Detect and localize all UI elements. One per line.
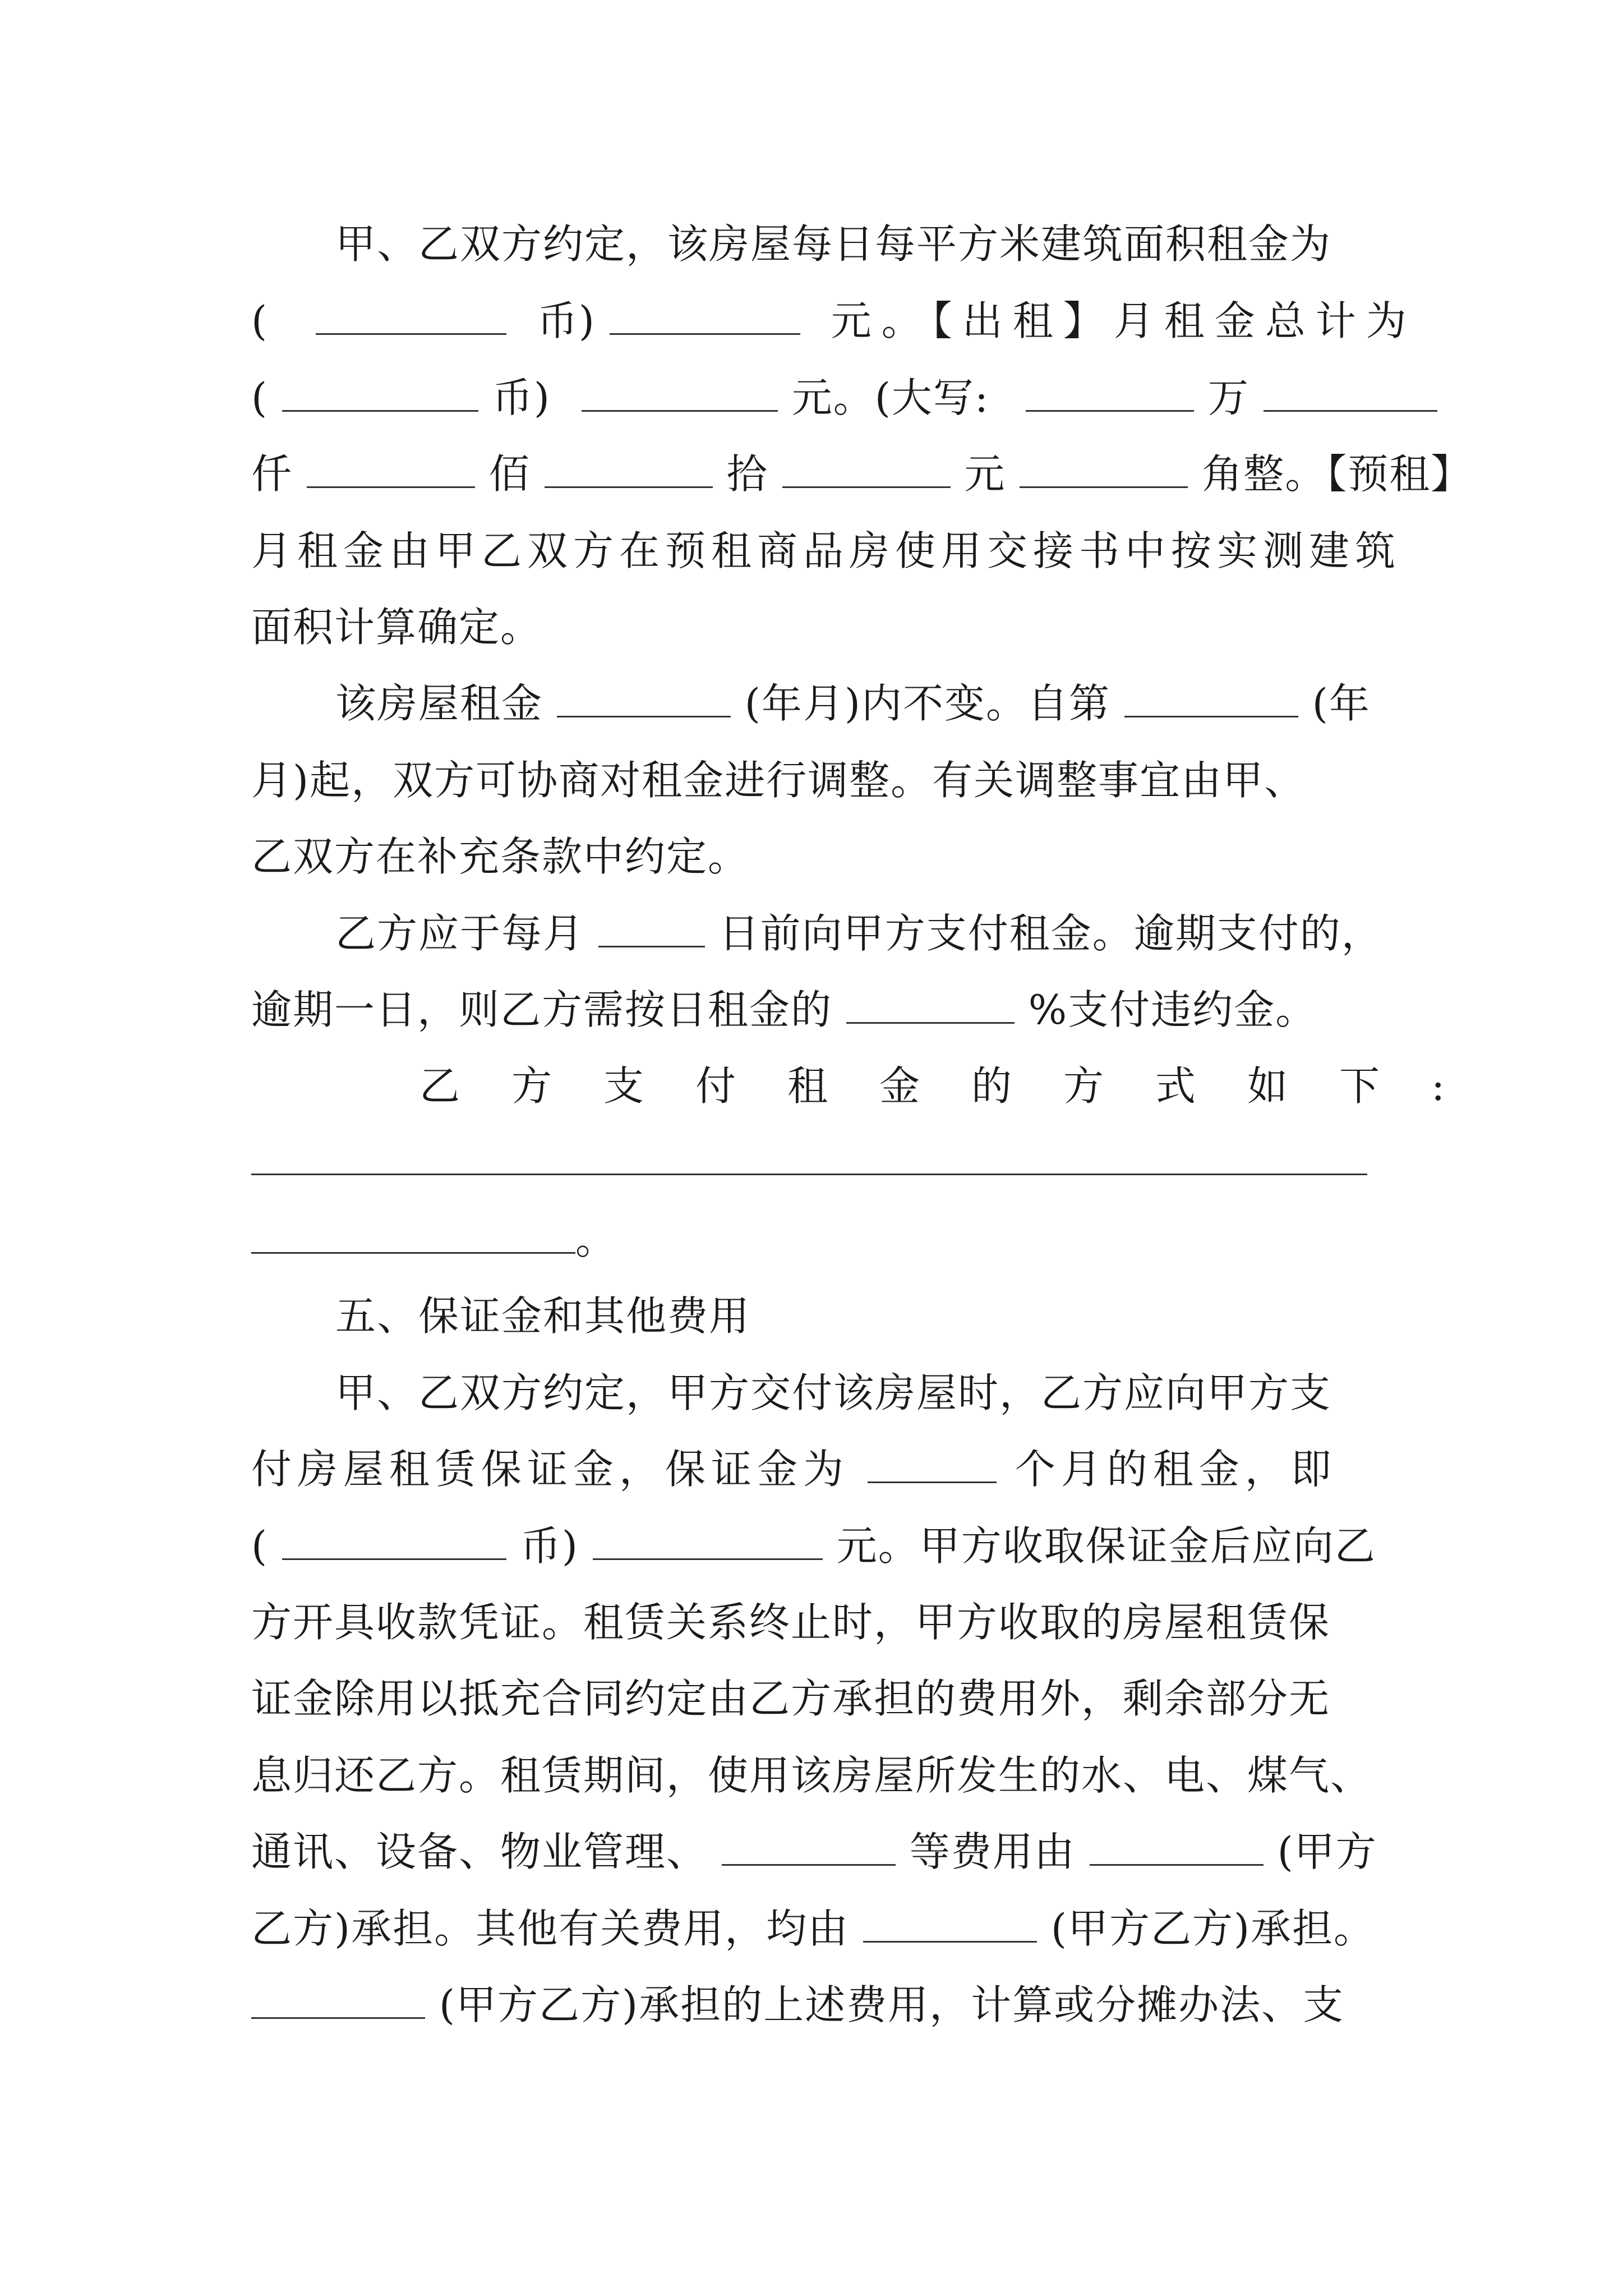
amount-blank[interactable] bbox=[582, 374, 778, 412]
paragraph-text: 乙方)承担。其他有关费用，均由 bbox=[251, 1905, 850, 1952]
yuan-blank[interactable] bbox=[782, 450, 951, 488]
paragraph-text: 乙方应于每月 bbox=[335, 910, 585, 957]
text-line bbox=[251, 449, 1473, 499]
text-line bbox=[251, 831, 1390, 882]
paragraph-text: 月租金由甲乙双方在预租商品房使用交接书中按实测建筑 bbox=[251, 527, 1401, 574]
paragraph-text: 等费用由 bbox=[909, 1828, 1076, 1875]
paragraph-text: (年月)内不变。自第 bbox=[744, 680, 1110, 727]
paragraph-text: 逾期一日，则乙方需按日租金的 bbox=[251, 986, 833, 1033]
text-line bbox=[251, 1061, 1497, 1111]
currency-blank[interactable] bbox=[316, 297, 506, 335]
fee-bearer-blank[interactable] bbox=[251, 1981, 425, 2019]
penalty-rate-blank[interactable] bbox=[846, 986, 1015, 1024]
currency-blank[interactable] bbox=[282, 374, 478, 412]
text-line bbox=[251, 372, 1390, 423]
paragraph-text: 甲、乙双方约定，甲方交付该房屋时，乙方应向甲方支 bbox=[335, 1369, 1332, 1416]
currency-text: 币) bbox=[537, 297, 596, 344]
fee-payer-blank[interactable] bbox=[1090, 1828, 1264, 1866]
paragraph-text: (甲方 bbox=[1277, 1828, 1377, 1875]
text-line bbox=[251, 296, 1417, 346]
unit-text: 拾 bbox=[726, 450, 768, 498]
open-paren: ( bbox=[251, 1522, 269, 1570]
paragraph-text: 乙双方在补充条款中约定。 bbox=[251, 833, 750, 880]
period-mark: 。 bbox=[575, 1216, 617, 1263]
text-line bbox=[251, 1214, 1390, 1265]
paragraph-text: 元。甲方收取保证金后应向乙 bbox=[836, 1522, 1376, 1570]
text-line bbox=[251, 526, 1401, 576]
deposit-amount-blank[interactable] bbox=[593, 1522, 823, 1560]
heading-text: 五、保证金和其他费用 bbox=[335, 1292, 751, 1340]
text-line bbox=[251, 1368, 1390, 1418]
section-heading bbox=[251, 1291, 1390, 1341]
paragraph-text: (年 bbox=[1312, 680, 1371, 727]
rent-period-blank[interactable] bbox=[557, 680, 731, 717]
payment-method-blank[interactable] bbox=[251, 1174, 1367, 1175]
text-line bbox=[251, 1750, 1390, 1801]
paragraph-text: 方开具收款凭证。租赁关系终止时，甲方收取的房屋租赁保 bbox=[251, 1599, 1331, 1646]
shi-blank[interactable] bbox=[545, 450, 713, 488]
currency-blank[interactable] bbox=[282, 1522, 506, 1560]
currency-text: 币) bbox=[520, 1522, 579, 1570]
paragraph-text: 息归还乙方。租赁期间，使用该房屋所发生的水、电、煤气、 bbox=[251, 1752, 1372, 1799]
paragraph-text: 付房屋租赁保证金，保证金为 bbox=[251, 1446, 850, 1493]
paragraph-text: 面积计算确定。 bbox=[251, 604, 542, 651]
payment-method-blank-end[interactable] bbox=[251, 1216, 575, 1254]
jiao-blank[interactable] bbox=[1020, 450, 1188, 488]
open-paren: ( bbox=[251, 297, 269, 344]
paragraph-text: 该房屋租金 bbox=[335, 680, 543, 727]
paragraph-text: 通讯、设备、物业管理、 bbox=[251, 1828, 708, 1875]
unit-text: 万 bbox=[1207, 374, 1249, 421]
wan-blank[interactable] bbox=[1026, 374, 1194, 412]
paragraph-text: 角整。【预租】 bbox=[1202, 450, 1473, 498]
paragraph-text: 日前向甲方支付租金。逾期支付的， bbox=[718, 910, 1383, 957]
paragraph-text: 证金除用以抵充合同约定由乙方承担的费用外，剩余部分无 bbox=[251, 1675, 1331, 1722]
text-line bbox=[251, 1903, 1390, 1954]
paragraph-text: 元。【出租】月租金总计为 bbox=[831, 297, 1417, 344]
paragraph-text: 元。(大写: bbox=[791, 374, 990, 421]
text-line bbox=[251, 602, 1390, 652]
text-line bbox=[251, 908, 1390, 959]
unit-text: 仟 bbox=[251, 450, 293, 498]
paragraph-text: 个月的租金，即 bbox=[1015, 1446, 1337, 1493]
bai-blank[interactable] bbox=[307, 450, 475, 488]
paragraph-text: 乙方支付租金的方式如下: bbox=[419, 1062, 1497, 1110]
payment-day-blank[interactable] bbox=[598, 910, 705, 947]
text-line bbox=[251, 984, 1390, 1035]
text-line bbox=[251, 1597, 1390, 1648]
paragraph-text: (甲方乙方)承担。 bbox=[1050, 1905, 1376, 1952]
paragraph-text: 甲、乙双方约定，该房屋每日每平方米建筑面积租金为 bbox=[335, 220, 1332, 268]
qian-blank[interactable] bbox=[1264, 374, 1437, 412]
text-line bbox=[251, 219, 1390, 269]
text-line bbox=[251, 1826, 1390, 1877]
text-line bbox=[251, 1444, 1390, 1494]
unit-text: 元 bbox=[964, 450, 1006, 498]
open-paren: ( bbox=[251, 374, 269, 421]
paragraph-text: 月)起，双方可协商对租金进行调整。有关调整事宜由甲、 bbox=[251, 757, 1306, 804]
text-line bbox=[251, 1980, 1390, 2030]
text-line bbox=[251, 1521, 1390, 1571]
paragraph-text: (甲方乙方)承担的上述费用，计算或分摊办法、支 bbox=[439, 1981, 1345, 2028]
currency-text: 币) bbox=[492, 374, 551, 421]
other-fee-payer-blank[interactable] bbox=[863, 1905, 1037, 1943]
text-line bbox=[251, 1673, 1390, 1724]
text-line bbox=[251, 678, 1390, 729]
unit-text: 佰 bbox=[488, 450, 531, 498]
amount-blank[interactable] bbox=[610, 297, 800, 335]
deposit-months-blank[interactable] bbox=[868, 1446, 997, 1483]
paragraph-text: %支付违约金。 bbox=[1028, 986, 1317, 1033]
adjust-start-blank[interactable] bbox=[1124, 680, 1298, 717]
text-line bbox=[251, 755, 1390, 806]
other-fees-blank[interactable] bbox=[722, 1828, 896, 1866]
